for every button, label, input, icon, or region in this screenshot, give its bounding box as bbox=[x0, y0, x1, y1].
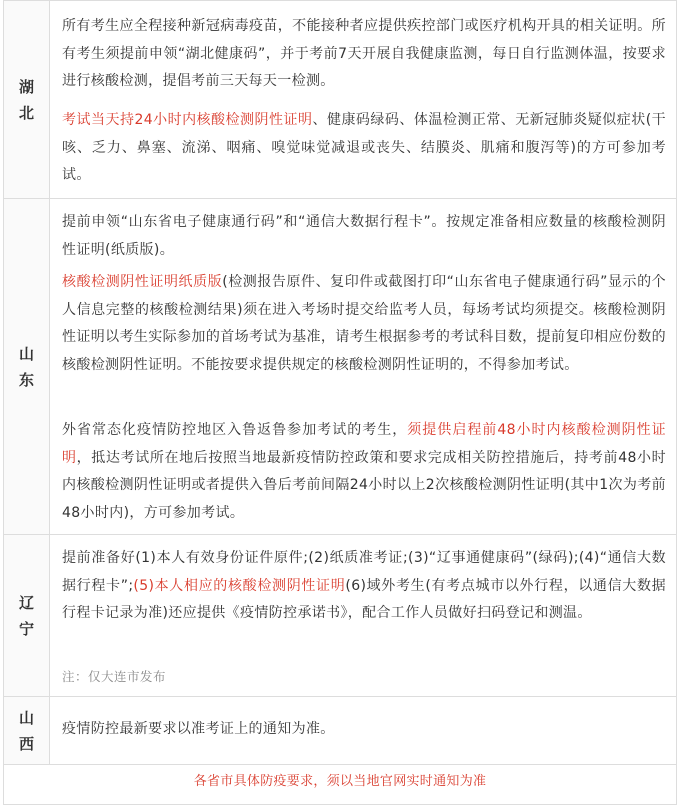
paragraph-text: 提前准备好(1)本人有效身份证件原件;(2)纸质准考证;(3)“辽事通健康码”(绿码);(4)“通信大数据行程卡”; bbox=[62, 550, 666, 594]
content-cell bbox=[50, 1, 676, 198]
paragraph-text: (6)域外考生(有考点城市以外行程，以通信大数据行程卡记录为准)还应提供《疫情防控承诺书》，配合工作人员做好扫码登记和测温。 bbox=[62, 577, 666, 621]
footer-notice: 各省市具体防疫要求，须以当地官网实时通知为准 bbox=[3, 765, 677, 805]
paragraph: 所有考生应全程接种新冠病毒疫苗，不能接种者应提供疾控部门或医疗机构开具的相关证明。所有考生须提前申领“湖北健康码”，并于考前7天开展自我健康监测，每日自行监测体温，按要求进行核酸检测，提倡考前三天每天一检测。 bbox=[62, 18, 666, 89]
table-row-hubei bbox=[3, 1, 677, 199]
province-char: 北 bbox=[18, 103, 34, 122]
table-row-shanxi bbox=[3, 697, 677, 765]
paragraph bbox=[62, 417, 666, 527]
province-char: 东 bbox=[18, 370, 34, 389]
policy-table bbox=[3, 0, 677, 804]
province-char: 湖 bbox=[18, 77, 34, 96]
province-char: 西 bbox=[18, 734, 34, 753]
paragraph-text: ，抵达考试所在地后按照当地最新疫情防控政策和要求完成相关防控措施后，持考前48小时内核酸检测阴性证明或者提供入鲁后考前间隔24小时以上2次核酸检测阴性证明(其中1次为考前48小时内)，方可参加考试。 bbox=[62, 449, 666, 521]
content-cell bbox=[50, 199, 676, 534]
highlight-text: 考试当天持24小时内核酸检测阴性证明 bbox=[62, 112, 313, 128]
province-cell bbox=[4, 199, 50, 534]
paragraph: 疫情防控最新要求以准考证上的通知为准。 bbox=[62, 721, 335, 737]
highlight-text: (5)本人相应的核酸检测阴性证明 bbox=[133, 577, 346, 594]
province-cell bbox=[4, 1, 50, 198]
content-cell bbox=[50, 697, 676, 764]
paragraph bbox=[62, 269, 666, 379]
content-cell bbox=[50, 535, 676, 696]
paragraph bbox=[62, 545, 666, 628]
province-char: 辽 bbox=[18, 593, 34, 612]
table-row-shandong bbox=[3, 199, 677, 535]
paragraph-text: (检测报告原件、复印件或截图打印“山东省电子健康通行码”显示的个人信息完整的核酸检测结果)须在进入考场时提交给监考人员，每场考试均须提交。核酸检测阴性证明以考生实际参加的首场考试为基准，请考生根据参考的考试科目数，提前复印相应份数的核酸检测阴性证明。不能按要求提供规定的核酸检测阴性证明的，不得参加考试。 bbox=[62, 274, 666, 373]
note-text: 注：仅大连市发布 bbox=[62, 669, 167, 684]
province-cell bbox=[4, 697, 50, 764]
province-char: 山 bbox=[18, 344, 34, 363]
highlight-text: 核酸检测阴性证明纸质版 bbox=[62, 274, 223, 290]
province-cell bbox=[4, 535, 50, 696]
province-char: 山 bbox=[18, 708, 34, 727]
table-row-liaoning bbox=[3, 535, 677, 697]
paragraph-text: 外省常态化疫情防控地区入鲁返鲁参加考试的考生， bbox=[62, 422, 408, 438]
highlight-text: 须提供启程前48小时内核酸检测阴性证明 bbox=[62, 422, 666, 466]
paragraph-text: 、健康码绿码、体温检测正常、无新冠肺炎疑似症状(干咳、乏力、鼻塞、流涕、咽痛、嗅觉味觉减退或丧失、结膜炎、肌痛和腹泻等)的方可参加考试。 bbox=[62, 112, 666, 183]
paragraph: 提前申领“山东省电子健康通行码”和“通信大数据行程卡”。按规定准备相应数量的核酸检测阴性证明(纸质版)。 bbox=[62, 214, 666, 258]
paragraph bbox=[62, 107, 666, 190]
province-char: 宁 bbox=[18, 619, 34, 638]
